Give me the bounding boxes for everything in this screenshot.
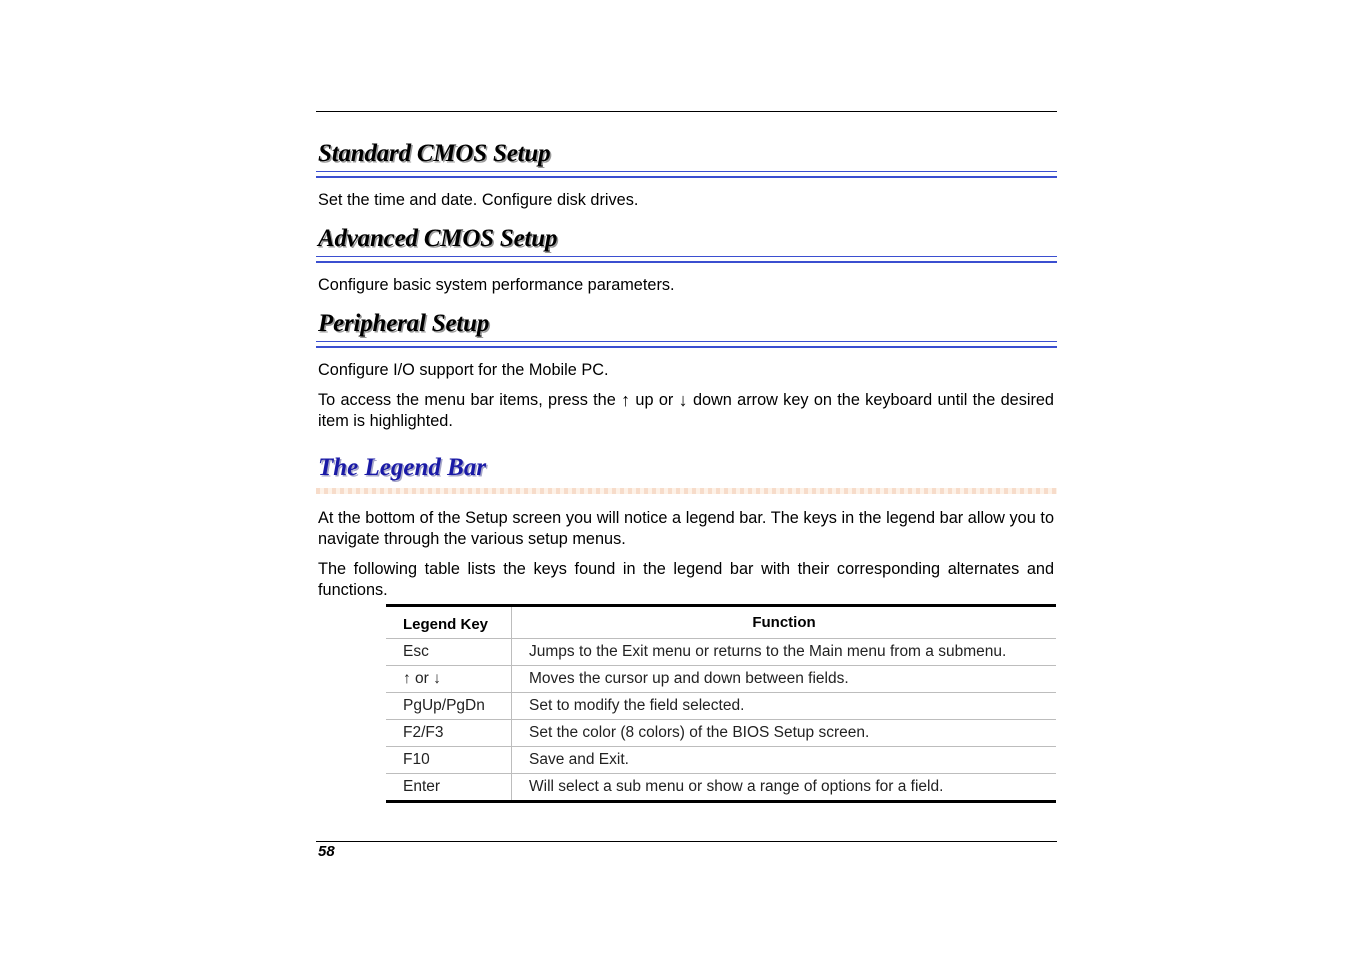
up-arrow-icon: ↑ (621, 390, 631, 410)
column-header-legend-key: Legend Key (386, 606, 512, 639)
table-header-row (386, 606, 1056, 639)
function-cell: Set the color (8 colors) of the BIOS Setup screen. (529, 724, 870, 741)
legend-key-table (386, 604, 1056, 803)
heading-underline (316, 341, 1057, 348)
table-row (386, 747, 1056, 774)
table-row (386, 666, 1056, 693)
legend-paragraph-2: The following table lists the keys found in the legend bar with their corresponding alternates and functions. (318, 560, 1054, 599)
section-body-peripheral: Configure I/O support for the Mobile PC. (318, 361, 609, 379)
legend-key-cell: F2/F3 (386, 720, 512, 747)
section-heading-standard-cmos: Standard CMOS Setup (318, 140, 551, 167)
heading-underline (316, 171, 1057, 178)
table-row (386, 774, 1056, 802)
legend-key-cell: Enter (386, 774, 512, 802)
legend-bar-heading: The Legend Bar (318, 454, 487, 481)
navigation-instructions: To access the menu bar items, press the ↑ up or ↓ down arrow key on the keyboard until the desired item is highlighted. (318, 390, 1054, 430)
function-cell: Will select a sub menu or show a range of options for a field. (529, 778, 944, 795)
down-arrow-icon: ↓ (678, 390, 688, 410)
table-row (386, 693, 1056, 720)
legend-key-cell: PgUp/PgDn (386, 693, 512, 720)
function-cell: Jumps to the Exit menu or returns to the Main menu from a submenu. (529, 643, 1007, 660)
column-header-function: Function (752, 614, 816, 631)
table-row (386, 720, 1056, 747)
function-cell: Save and Exit. (529, 751, 629, 768)
legend-key-cell: Esc (386, 639, 512, 666)
document-page (316, 0, 1057, 954)
page-number: 58 (318, 843, 335, 860)
section-body-advanced-cmos: Configure basic system performance parameters. (318, 276, 675, 294)
section-body-standard-cmos: Set the time and date. Configure disk drives. (318, 191, 639, 209)
footer-rule (316, 841, 1057, 842)
section-heading-peripheral: Peripheral Setup (318, 310, 490, 337)
heading-underline (316, 256, 1057, 263)
function-cell: Moves the cursor up and down between fields. (529, 670, 849, 687)
legend-paragraph-1: At the bottom of the Setup screen you will notice a legend bar. The keys in the legend bar allow you to navigate through the various setup menus. (318, 509, 1054, 548)
legend-key-cell: F10 (386, 747, 512, 774)
section-heading-advanced-cmos: Advanced CMOS Setup (318, 225, 558, 252)
header-rule (316, 111, 1057, 112)
legend-key-cell: ↑ or ↓ (386, 666, 512, 693)
table-row (386, 639, 1056, 666)
function-cell: Set to modify the field selected. (529, 697, 745, 714)
legend-heading-underline (316, 488, 1057, 494)
